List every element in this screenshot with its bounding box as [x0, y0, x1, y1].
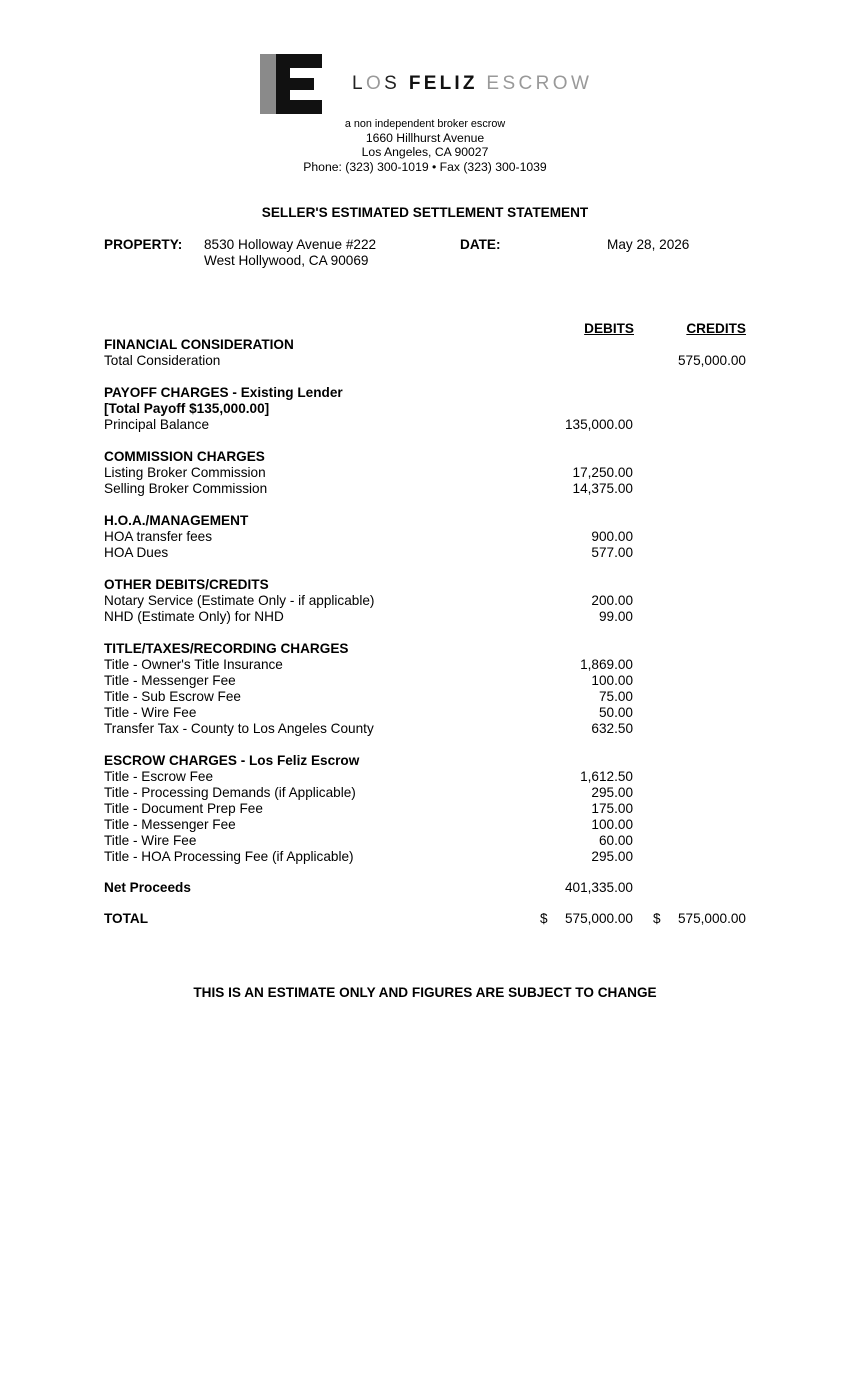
- line-item-label: Transfer Tax - County to Los Angeles County: [104, 721, 374, 736]
- line-item-label: Listing Broker Commission: [104, 465, 266, 480]
- ledger-row: [104, 465, 804, 481]
- line-item-label: Title - Wire Fee: [104, 833, 197, 848]
- line-item-debit: 1,612.50: [580, 769, 633, 784]
- company-address-block: [0, 117, 850, 174]
- section-title: OTHER DEBITS/CREDITS: [104, 577, 269, 592]
- line-item-debit: 60.00: [598, 833, 633, 848]
- line-item-label: Title - Document Prep Fee: [104, 801, 263, 816]
- ledger-row: [104, 353, 804, 369]
- line-item-debit: 99.00: [598, 609, 633, 624]
- line-item-label: HOA transfer fees: [104, 529, 213, 544]
- line-item-debit: 17,250.00: [572, 465, 633, 480]
- ledger-row: [104, 657, 804, 673]
- property-address: [204, 237, 376, 269]
- ledger-row: [104, 833, 804, 849]
- company-name-escrow: ESCROW: [486, 73, 593, 94]
- line-item-label: Title - Processing Demands (if Applicable): [104, 785, 356, 800]
- company-logo-icon: [260, 54, 322, 114]
- ledger-row: [104, 801, 804, 817]
- ledger-row: [104, 689, 804, 705]
- section-subtitle: [Total Payoff $135,000.00]: [104, 401, 270, 416]
- logo-white-gap-1: [290, 68, 322, 78]
- ledger-row: [104, 817, 804, 833]
- ledger-row: [104, 769, 804, 785]
- date-label: DATE:: [460, 237, 501, 252]
- ledger-row: [104, 849, 804, 865]
- line-item-debit: 900.00: [591, 529, 633, 544]
- line-item-label: Title - Messenger Fee: [104, 817, 236, 832]
- total-credit: 575,000.00: [677, 911, 746, 926]
- line-item-label: Title - HOA Processing Fee (if Applicable): [104, 849, 354, 864]
- ledger-section: [104, 513, 804, 561]
- phone-fax: Phone: (323) 300-1019 • Fax (323) 300-1039: [303, 159, 547, 174]
- section-title: PAYOFF CHARGES - Existing Lender: [104, 385, 343, 400]
- ledger-row: [104, 673, 804, 689]
- property-line-1: 8530 Holloway Avenue #222: [204, 237, 377, 252]
- line-item-label: Selling Broker Commission: [104, 481, 268, 496]
- section-title: H.O.A./MANAGEMENT: [104, 513, 249, 528]
- company-tagline: a non independent broker escrow: [344, 118, 506, 130]
- net-proceeds-row: [104, 880, 804, 896]
- ledger-section: [104, 641, 804, 737]
- ledger-row: [104, 529, 804, 545]
- net-proceeds-debit: 401,335.00: [564, 880, 633, 895]
- company-name-l: L: [352, 73, 366, 94]
- line-item-debit: 1,869.00: [580, 657, 633, 672]
- ledger-section: [104, 577, 804, 625]
- company-name-feliz: FELIZ: [408, 73, 478, 94]
- section-title: COMMISSION CHARGES: [104, 449, 265, 464]
- company-name: [352, 73, 592, 95]
- ledger-row: [104, 705, 804, 721]
- line-item-label: Title - Escrow Fee: [104, 769, 214, 784]
- ledger-row: [104, 481, 804, 497]
- debits-column-header: DEBITS: [584, 321, 634, 336]
- line-item-credit: 575,000.00: [677, 353, 746, 368]
- total-credit-currency: $: [653, 911, 661, 926]
- line-item-debit: 100.00: [591, 817, 633, 832]
- property-label: PROPERTY:: [104, 237, 183, 252]
- section-title: ESCROW CHARGES - Los Feliz Escrow: [104, 753, 360, 768]
- line-item-label: Title - Messenger Fee: [104, 673, 236, 688]
- logo-black-bottom: [276, 100, 322, 114]
- line-item-debit: 14,375.00: [572, 481, 633, 496]
- company-name-s: S: [384, 73, 401, 94]
- ledger-section: [104, 385, 804, 433]
- line-item-label: Title - Owner's Title Insurance: [104, 657, 283, 672]
- line-item-debit: 200.00: [591, 593, 633, 608]
- ledger-row: [104, 721, 804, 737]
- total-debit: 575,000.00: [564, 911, 633, 926]
- line-item-debit: 295.00: [591, 849, 633, 864]
- ledger-row: [104, 785, 804, 801]
- ledger-row: [104, 545, 804, 561]
- estimate-disclaimer: THIS IS AN ESTIMATE ONLY AND FIGURES ARE SUBJECT TO CHANGE: [193, 985, 657, 1000]
- ledger-section: [104, 337, 804, 369]
- date-value: May 28, 2026: [607, 237, 690, 252]
- logo-black-mid: [276, 78, 314, 90]
- line-item-debit: 135,000.00: [564, 417, 633, 432]
- line-item-label: HOA Dues: [104, 545, 169, 560]
- ledger-section: [104, 753, 804, 865]
- logo-white-gap-2: [290, 90, 322, 100]
- line-item-label: Title - Sub Escrow Fee: [104, 689, 241, 704]
- line-item-label: Notary Service (Estimate Only - if applicable): [104, 593, 375, 608]
- line-item-label: Principal Balance: [104, 417, 210, 432]
- line-item-label: Title - Wire Fee: [104, 705, 197, 720]
- address-line-1: 1660 Hillhurst Avenue: [365, 131, 485, 146]
- line-item-debit: 577.00: [591, 545, 633, 560]
- ledger-row: [104, 417, 804, 433]
- section-title: TITLE/TAXES/RECORDING CHARGES: [104, 641, 349, 656]
- net-proceeds-label: Net Proceeds: [104, 880, 191, 895]
- credits-column-header: CREDITS: [686, 321, 746, 336]
- line-item-label: Total Consideration: [104, 353, 221, 368]
- line-item-debit: 295.00: [591, 785, 633, 800]
- total-row: [104, 911, 804, 927]
- company-name-o: O: [365, 73, 385, 94]
- ledger-table: [104, 337, 804, 881]
- total-label: TOTAL: [104, 911, 149, 926]
- address-line-2: Los Angeles, CA 90027: [361, 145, 489, 160]
- line-item-debit: 632.50: [591, 721, 633, 736]
- ledger-row: [104, 593, 804, 609]
- line-item-debit: 75.00: [598, 689, 633, 704]
- line-item-label: NHD (Estimate Only) for NHD: [104, 609, 284, 624]
- line-item-debit: 50.00: [598, 705, 633, 720]
- property-line-2: West Hollywood, CA 90069: [204, 253, 369, 268]
- line-item-debit: 175.00: [591, 801, 633, 816]
- line-item-debit: 100.00: [591, 673, 633, 688]
- ledger-row: [104, 609, 804, 625]
- statement-title: SELLER'S ESTIMATED SETTLEMENT STATEMENT: [261, 205, 589, 220]
- total-debit-currency: $: [540, 911, 548, 926]
- section-title: FINANCIAL CONSIDERATION: [104, 337, 294, 352]
- ledger-section: [104, 449, 804, 497]
